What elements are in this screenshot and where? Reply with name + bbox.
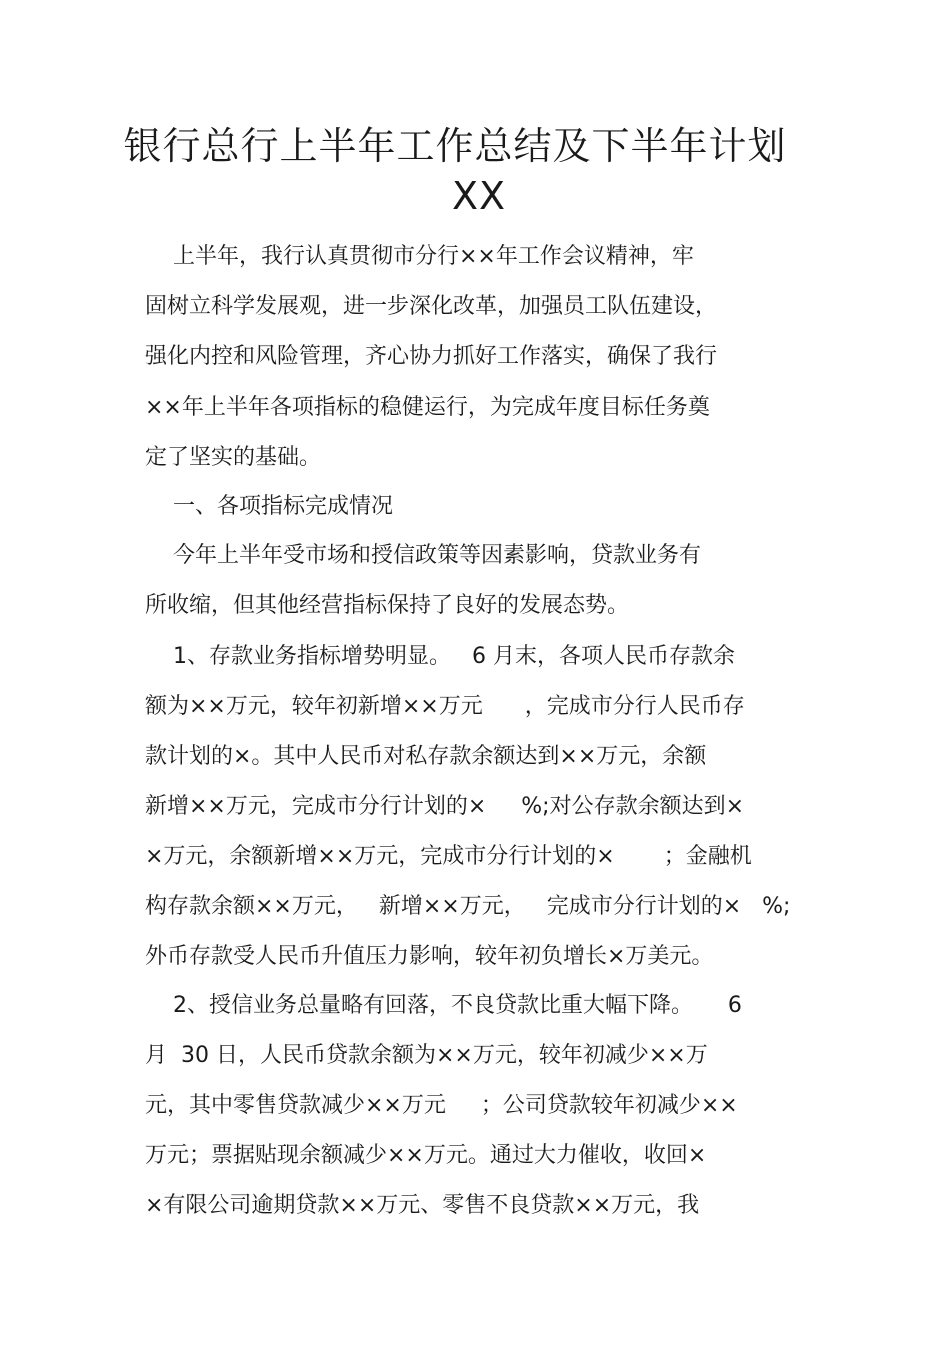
body-line: 今年上半年受市场和授信政策等因素影响，贷款业务有	[145, 543, 701, 568]
document-title-suffix: XX	[451, 174, 507, 218]
body-line: 新增××万元，完成市分行计划的× %;对公存款余额达到×	[145, 794, 745, 819]
document-title: 银行总行上半年工作总结及下半年计划	[123, 124, 787, 168]
body-line: 强化内控和风险管理，齐心协力抓好工作落实，确保了我行	[145, 344, 718, 369]
body-line: 上半年，我行认真贯彻市分行××年工作会议精神，牢	[145, 244, 694, 269]
body-line: 月 30 日，人民币贷款余额为××万元，较年初减少××万	[145, 1043, 708, 1068]
section-heading: 一、各项指标完成情况	[145, 494, 393, 519]
body-line: 定了坚实的基础。	[145, 445, 322, 470]
body-line: ×有限公司逾期贷款××万元、零售不良贷款××万元，我	[145, 1193, 700, 1218]
body-line: 外币存款受人民币升值压力影响，较年初负增长×万美元。	[145, 944, 714, 969]
body-line: 元，其中零售贷款减少××万元 ；公司贷款较年初减少××	[145, 1093, 738, 1118]
body-line: 2、授信业务总量略有回落，不良贷款比重大幅下降。 6	[145, 993, 742, 1018]
body-line: 所收缩，但其他经营指标保持了良好的发展态势。	[145, 593, 630, 618]
body-line: 固树立科学发展观，进一步深化改革，加强员工队伍建设，	[145, 294, 718, 319]
body-line: 款计划的×。其中人民币对私存款余额达到××万元，余额	[145, 744, 707, 769]
body-line: 额为××万元，较年初新增××万元 ，完成市分行人民币存	[145, 694, 745, 719]
body-line: ×万元，余额新增××万元，完成市分行计划的× ；金融机	[145, 844, 752, 869]
body-line: 构存款余额××万元， 新增××万元， 完成市分行计划的× %;	[145, 894, 791, 919]
body-line: ××年上半年各项指标的稳健运行，为完成年度目标任务奠	[145, 395, 710, 420]
body-line: 万元；票据贴现余额减少××万元。通过大力催收，收回×	[145, 1143, 707, 1168]
body-line: 1、存款业务指标增势明显。 6 月末，各项人民币存款余	[145, 644, 735, 669]
